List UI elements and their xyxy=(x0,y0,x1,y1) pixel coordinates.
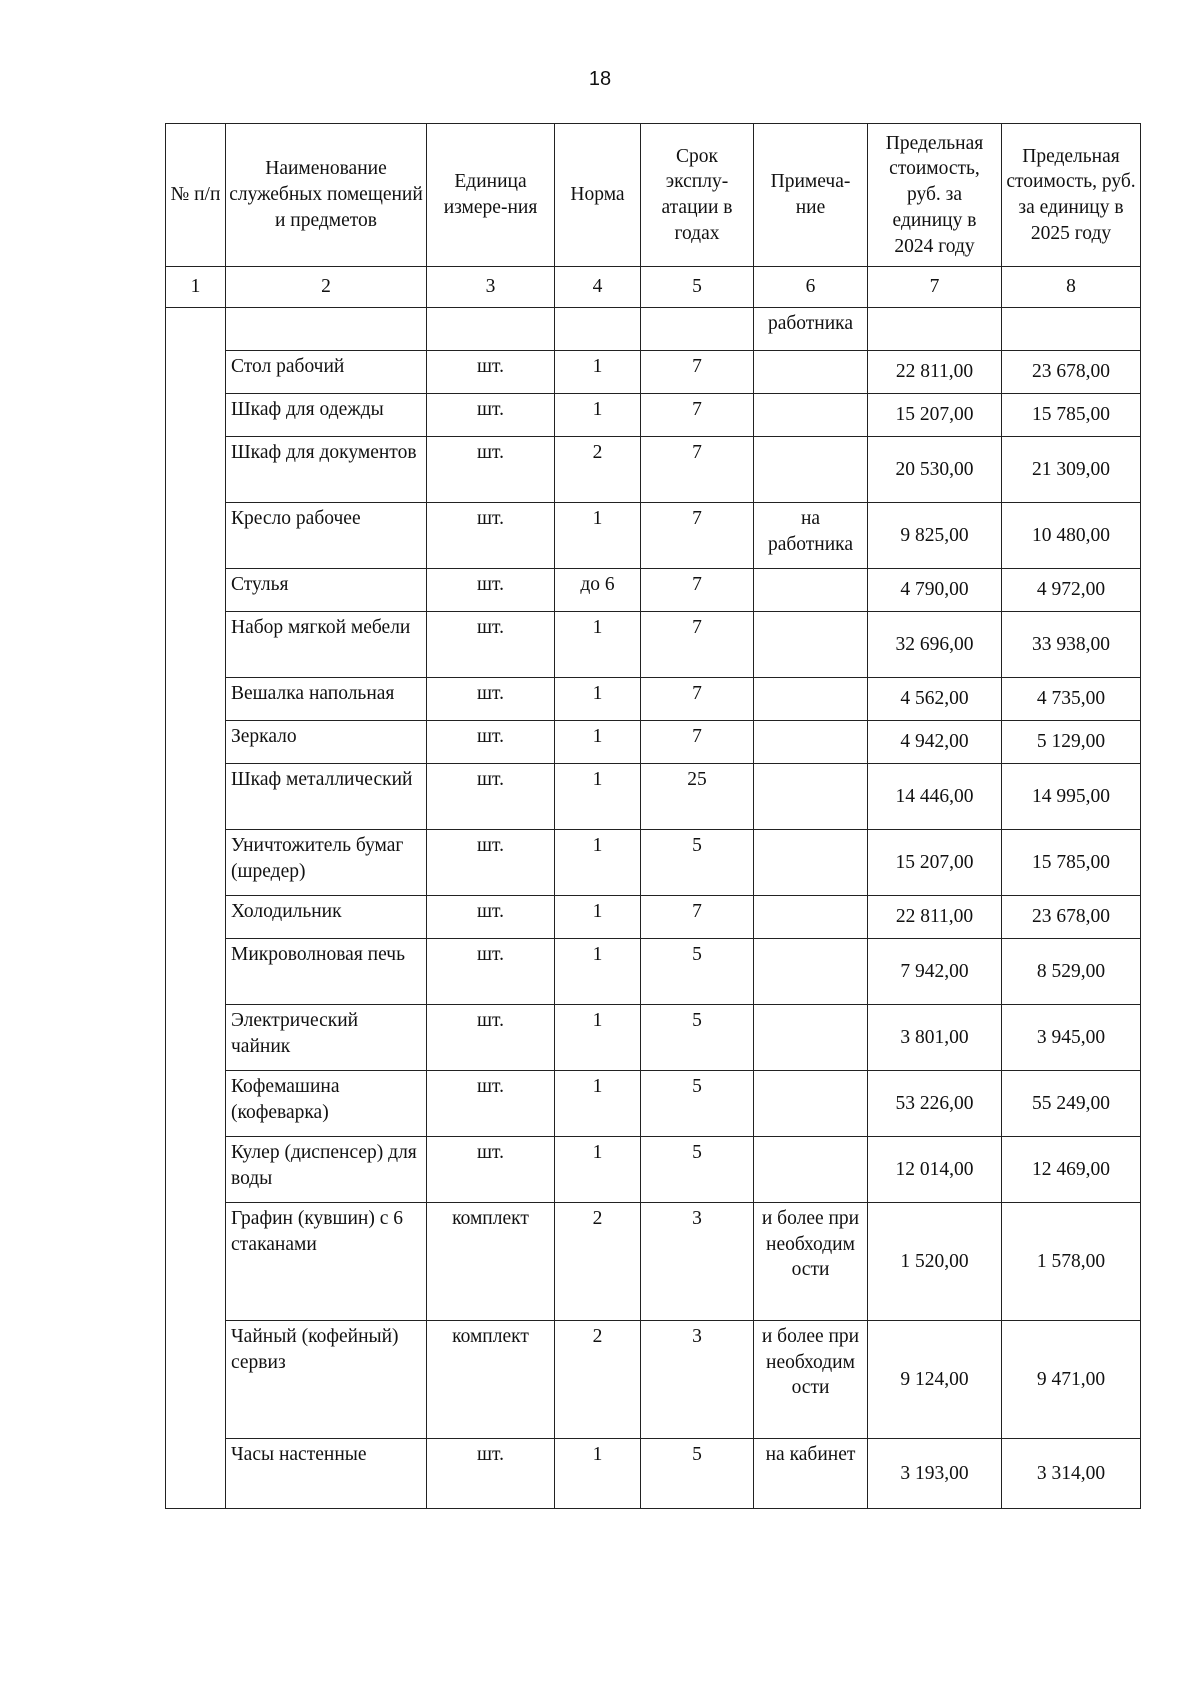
norm-cell: 1 xyxy=(555,678,641,721)
unit-cell: шт. xyxy=(427,939,555,1005)
norm-cell: 1 xyxy=(555,351,641,394)
note-cell: и более при необходим ости xyxy=(754,1203,868,1321)
price-2024-cell xyxy=(868,308,1002,351)
price-2025-cell: 3 314,00 xyxy=(1002,1439,1141,1509)
term-cell: 7 xyxy=(641,896,754,939)
name-cell: Чайный (кофейный) сервиз xyxy=(226,1321,427,1439)
price-2024-cell: 4 942,00 xyxy=(868,721,1002,764)
price-2024-cell: 4 562,00 xyxy=(868,678,1002,721)
norm-cell: 2 xyxy=(555,437,641,503)
column-number: 1 xyxy=(166,267,226,308)
norm-cell: 1 xyxy=(555,830,641,896)
name-cell: Вешалка напольная xyxy=(226,678,427,721)
column-number: 4 xyxy=(555,267,641,308)
col-header-unit: Единица измере-ния xyxy=(427,124,555,267)
name-cell: Часы настенные xyxy=(226,1439,427,1509)
unit-cell: шт. xyxy=(427,678,555,721)
price-2024-cell: 53 226,00 xyxy=(868,1071,1002,1137)
table-row xyxy=(166,939,1141,1005)
unit-cell: шт. xyxy=(427,1071,555,1137)
note-cell xyxy=(754,1137,868,1203)
note-cell xyxy=(754,1071,868,1137)
name-cell: Стол рабочий xyxy=(226,351,427,394)
price-2025-cell: 5 129,00 xyxy=(1002,721,1141,764)
norm-cell: 1 xyxy=(555,612,641,678)
price-2025-cell: 9 471,00 xyxy=(1002,1321,1141,1439)
unit-cell: шт. xyxy=(427,394,555,437)
unit-cell: шт. xyxy=(427,503,555,569)
price-2024-cell: 12 014,00 xyxy=(868,1137,1002,1203)
name-cell: Электрический чайник xyxy=(226,1005,427,1071)
norm-cell: 1 xyxy=(555,1005,641,1071)
continuation-row xyxy=(166,308,1141,351)
unit-cell: шт. xyxy=(427,721,555,764)
unit-cell: шт. xyxy=(427,764,555,830)
note-cell: на работника xyxy=(754,503,868,569)
norm-cell: 2 xyxy=(555,1321,641,1439)
name-cell: Зеркало xyxy=(226,721,427,764)
norm-cell: 1 xyxy=(555,939,641,1005)
name-cell: Графин (кувшин) с 6 стаканами xyxy=(226,1203,427,1321)
table-row xyxy=(166,721,1141,764)
note-cell: на кабинет xyxy=(754,1439,868,1509)
term-cell: 3 xyxy=(641,1203,754,1321)
price-2025-cell: 3 945,00 xyxy=(1002,1005,1141,1071)
price-2024-cell: 1 520,00 xyxy=(868,1203,1002,1321)
unit-cell: шт. xyxy=(427,612,555,678)
note-cell xyxy=(754,721,868,764)
term-cell: 7 xyxy=(641,394,754,437)
note-cell xyxy=(754,678,868,721)
name-cell: Кресло рабочее xyxy=(226,503,427,569)
col-header-price-2024: Предельная стоимость, руб. за единицу в 2024 году xyxy=(868,124,1002,267)
table-row xyxy=(166,678,1141,721)
col-header-price-2025: Предельная стоимость, руб. за единицу в 2025 году xyxy=(1002,124,1141,267)
col-header-number: № п/п xyxy=(166,124,226,267)
price-2025-cell: 23 678,00 xyxy=(1002,351,1141,394)
term-cell: 5 xyxy=(641,1439,754,1509)
term-cell: 7 xyxy=(641,612,754,678)
name-cell xyxy=(226,308,427,351)
price-2025-cell: 8 529,00 xyxy=(1002,939,1141,1005)
column-number: 5 xyxy=(641,267,754,308)
table-row xyxy=(166,612,1141,678)
column-number: 7 xyxy=(868,267,1002,308)
unit-cell: шт. xyxy=(427,830,555,896)
price-2024-cell: 4 790,00 xyxy=(868,569,1002,612)
note-cell xyxy=(754,830,868,896)
norm-cell: 1 xyxy=(555,721,641,764)
term-cell: 7 xyxy=(641,351,754,394)
price-2025-cell: 4 972,00 xyxy=(1002,569,1141,612)
table-row xyxy=(166,764,1141,830)
price-2025-cell: 55 249,00 xyxy=(1002,1071,1141,1137)
note-cell xyxy=(754,569,868,612)
term-cell: 5 xyxy=(641,1137,754,1203)
norm-cell: 2 xyxy=(555,1203,641,1321)
term-cell: 7 xyxy=(641,721,754,764)
name-cell: Кофемашина (кофеварка) xyxy=(226,1071,427,1137)
table-row xyxy=(166,896,1141,939)
table-row xyxy=(166,1005,1141,1071)
header-row xyxy=(166,124,1141,267)
name-cell: Шкаф металлический xyxy=(226,764,427,830)
note-cell xyxy=(754,896,868,939)
unit-cell: шт. xyxy=(427,351,555,394)
price-2024-cell: 22 811,00 xyxy=(868,351,1002,394)
term-cell: 5 xyxy=(641,1005,754,1071)
note-cell xyxy=(754,351,868,394)
price-2025-cell: 4 735,00 xyxy=(1002,678,1141,721)
term-cell: 7 xyxy=(641,678,754,721)
note-cell xyxy=(754,764,868,830)
norm-cell: до 6 xyxy=(555,569,641,612)
price-2025-cell xyxy=(1002,308,1141,351)
note-cell: работника xyxy=(754,308,868,351)
price-2024-cell: 15 207,00 xyxy=(868,830,1002,896)
col-header-name: Наименование служебных помещений и предметов xyxy=(226,124,427,267)
price-2024-cell: 32 696,00 xyxy=(868,612,1002,678)
col-header-term: Срок эксплу-атации в годах xyxy=(641,124,754,267)
term-cell: 5 xyxy=(641,939,754,1005)
price-2025-cell: 23 678,00 xyxy=(1002,896,1141,939)
unit-cell: шт. xyxy=(427,1137,555,1203)
note-cell xyxy=(754,1005,868,1071)
norm-cell: 1 xyxy=(555,764,641,830)
column-number: 6 xyxy=(754,267,868,308)
price-2024-cell: 3 193,00 xyxy=(868,1439,1002,1509)
price-2025-cell: 10 480,00 xyxy=(1002,503,1141,569)
name-cell: Кулер (диспенсер) для воды xyxy=(226,1137,427,1203)
column-number: 2 xyxy=(226,267,427,308)
name-cell: Набор мягкой мебели xyxy=(226,612,427,678)
price-2024-cell: 3 801,00 xyxy=(868,1005,1002,1071)
name-cell: Стулья xyxy=(226,569,427,612)
table-row xyxy=(166,1071,1141,1137)
col-header-norm: Норма xyxy=(555,124,641,267)
price-2025-cell: 15 785,00 xyxy=(1002,830,1141,896)
norm-cell: 1 xyxy=(555,1071,641,1137)
price-2025-cell: 1 578,00 xyxy=(1002,1203,1141,1321)
name-cell: Шкаф для одежды xyxy=(226,394,427,437)
price-2025-cell: 15 785,00 xyxy=(1002,394,1141,437)
unit-cell: шт. xyxy=(427,1005,555,1071)
table-row xyxy=(166,394,1141,437)
table-row xyxy=(166,503,1141,569)
norm-cell: 1 xyxy=(555,1137,641,1203)
price-2024-cell: 14 446,00 xyxy=(868,764,1002,830)
note-cell xyxy=(754,394,868,437)
column-number: 3 xyxy=(427,267,555,308)
name-cell: Холодильник xyxy=(226,896,427,939)
price-2024-cell: 20 530,00 xyxy=(868,437,1002,503)
term-cell: 5 xyxy=(641,1071,754,1137)
name-cell: Уничтожитель бумаг (шредер) xyxy=(226,830,427,896)
unit-cell xyxy=(427,308,555,351)
price-2024-cell: 15 207,00 xyxy=(868,394,1002,437)
note-cell xyxy=(754,612,868,678)
term-cell: 5 xyxy=(641,830,754,896)
unit-cell: шт. xyxy=(427,1439,555,1509)
norm-cell: 1 xyxy=(555,896,641,939)
col-header-note: Примеча-ние xyxy=(754,124,868,267)
norm-cell: 1 xyxy=(555,1439,641,1509)
norm-cell: 1 xyxy=(555,394,641,437)
table-row xyxy=(166,569,1141,612)
unit-cell: комплект xyxy=(427,1321,555,1439)
price-2025-cell: 33 938,00 xyxy=(1002,612,1141,678)
norm-cell: 1 xyxy=(555,503,641,569)
norms-table xyxy=(165,123,1141,1509)
note-cell xyxy=(754,939,868,1005)
row-number-cell xyxy=(166,308,226,1509)
page-number: 18 xyxy=(588,68,612,90)
norm-cell xyxy=(555,308,641,351)
price-2025-cell: 14 995,00 xyxy=(1002,764,1141,830)
price-2024-cell: 22 811,00 xyxy=(868,896,1002,939)
note-cell xyxy=(754,437,868,503)
price-2024-cell: 7 942,00 xyxy=(868,939,1002,1005)
column-number: 8 xyxy=(1002,267,1141,308)
name-cell: Шкаф для документов xyxy=(226,437,427,503)
unit-cell: шт. xyxy=(427,896,555,939)
term-cell: 7 xyxy=(641,437,754,503)
table-row xyxy=(166,1203,1141,1321)
table-row xyxy=(166,830,1141,896)
table-row xyxy=(166,1321,1141,1439)
term-cell: 7 xyxy=(641,503,754,569)
table-row xyxy=(166,1137,1141,1203)
term-cell: 7 xyxy=(641,569,754,612)
unit-cell: комплект xyxy=(427,1203,555,1321)
price-2025-cell: 12 469,00 xyxy=(1002,1137,1141,1203)
price-2025-cell: 21 309,00 xyxy=(1002,437,1141,503)
table-row xyxy=(166,1439,1141,1509)
table-row xyxy=(166,351,1141,394)
table-row xyxy=(166,437,1141,503)
unit-cell: шт. xyxy=(427,437,555,503)
column-number-row xyxy=(166,267,1141,308)
unit-cell: шт. xyxy=(427,569,555,612)
term-cell: 25 xyxy=(641,764,754,830)
price-2024-cell: 9 825,00 xyxy=(868,503,1002,569)
price-2024-cell: 9 124,00 xyxy=(868,1321,1002,1439)
term-cell: 3 xyxy=(641,1321,754,1439)
name-cell: Микроволновая печь xyxy=(226,939,427,1005)
term-cell xyxy=(641,308,754,351)
note-cell: и более при необходим ости xyxy=(754,1321,868,1439)
